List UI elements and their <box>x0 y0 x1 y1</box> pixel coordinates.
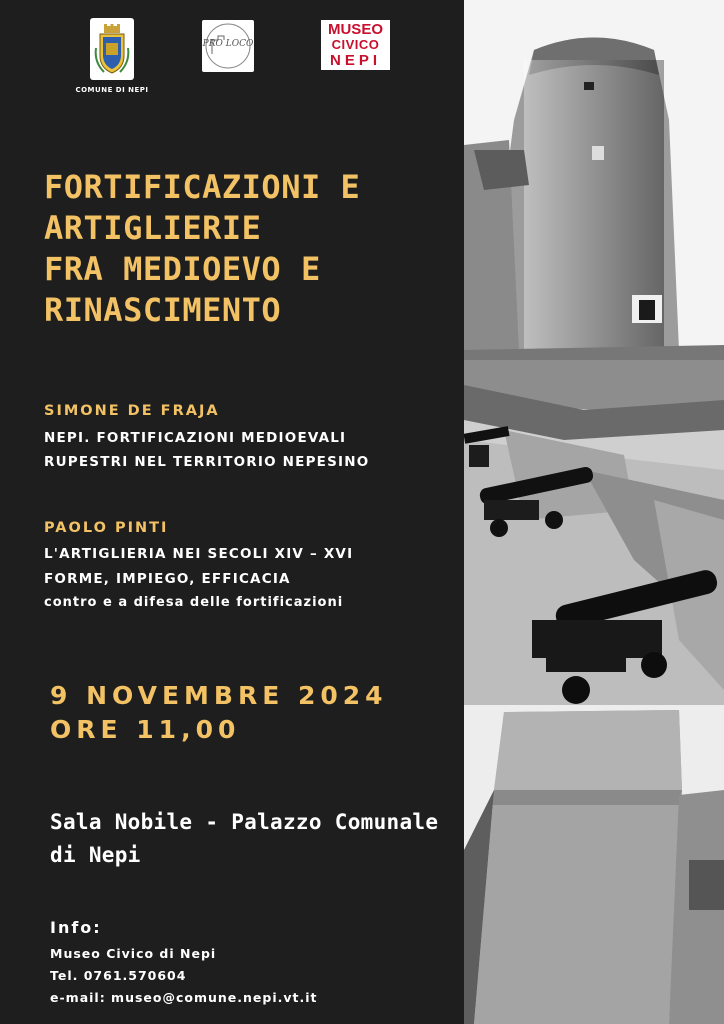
talk-title-line: NEPI. FORTIFICAZIONI MEDIOEVALI <box>44 430 347 446</box>
venue-line: Sala Nobile - Palazzo Comunale <box>50 810 439 834</box>
talk-title-line: L'ARTIGLIERIA NEI SECOLI XIV – XVI <box>44 546 354 562</box>
comune-crest-logo <box>90 18 134 80</box>
talk-title-line: FORME, IMPIEGO, EFFICACIA <box>44 571 291 587</box>
speaker-name: SIMONE DE FRAJA <box>44 403 220 419</box>
event-title <box>44 167 444 331</box>
fortress-photo-collage <box>464 0 724 1024</box>
event-date: 9 NOVEMBRE 2024 <box>50 681 388 710</box>
talk-subtitle-line: contro e a difesa delle fortificazioni <box>44 595 344 610</box>
info-heading: Info: <box>50 918 102 937</box>
comune-caption: COMUNE DI NEPI <box>75 86 149 94</box>
info-museum: Museo Civico di Nepi <box>50 946 217 961</box>
event-time: ORE 11,00 <box>50 715 241 744</box>
speaker-name: PAOLO PINTI <box>44 520 169 536</box>
tower-photo <box>464 0 724 362</box>
museo-logo-line: CIVICO <box>331 37 380 52</box>
cannons-photo <box>464 360 724 705</box>
title-line: FORTIFICAZIONI E <box>44 168 361 206</box>
museo-logo-line: MUSEO <box>327 21 383 38</box>
info-phone: Tel. 0761.570604 <box>50 968 187 983</box>
info-email[interactable]: e-mail: museo@comune.nepi.vt.it <box>50 990 318 1005</box>
museo-logo-line: NEPI <box>329 52 381 69</box>
proloco-text: PRO LOCO <box>202 39 254 49</box>
title-line: RINASCIMENTO <box>44 291 282 329</box>
event-venue <box>50 806 450 872</box>
title-line: FRA MEDIOEVO E <box>44 250 321 288</box>
title-line: ARTIGLIERIE <box>44 209 262 247</box>
square-tower-photo <box>464 705 724 1024</box>
proloco-logo <box>202 20 254 72</box>
venue-line: di Nepi <box>50 843 141 867</box>
museo-civico-logo <box>321 20 390 70</box>
talk-title-line: RUPESTRI NEL TERRITORIO NEPESINO <box>44 454 370 470</box>
